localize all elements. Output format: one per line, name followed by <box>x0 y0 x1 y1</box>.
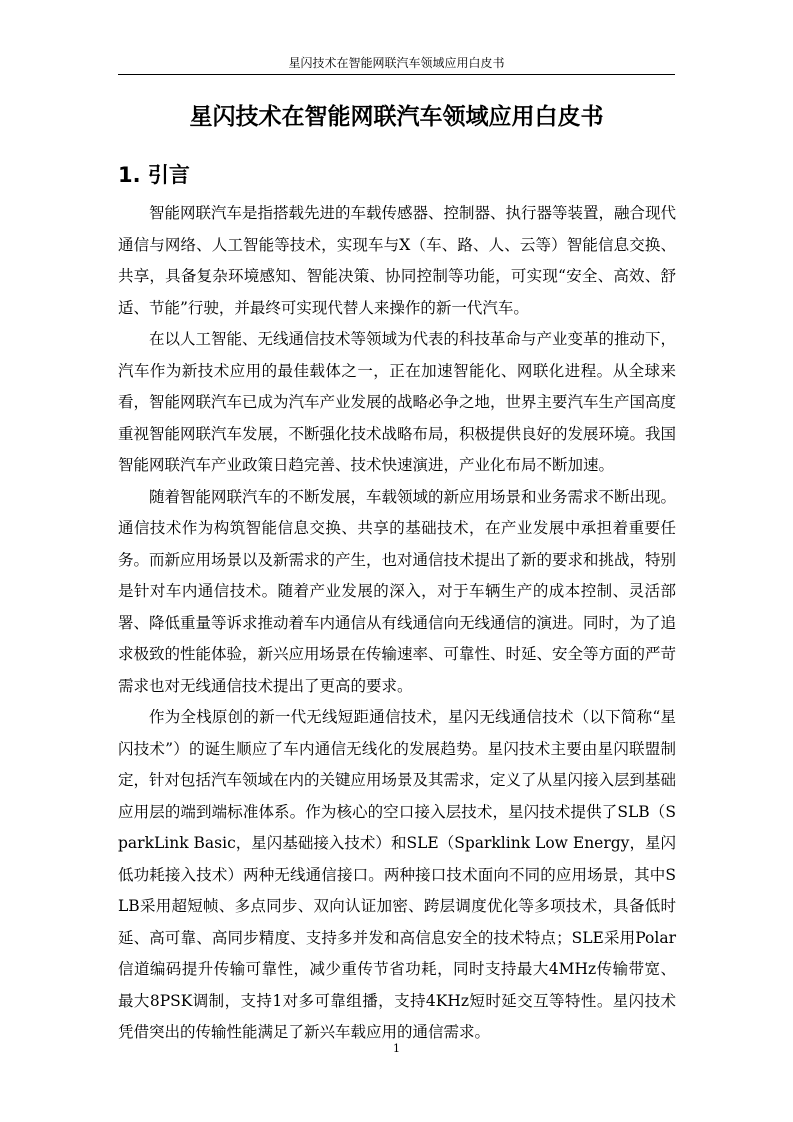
paragraph: 智能网联汽车是指搭载先进的车载传感器、控制器、执行器等装置，融合现代通信与网络、人工智能等技术，实现车与X（车、路、人、云等）智能信息交换、共享，具备复杂环境感知、智能决策、协同控制等功能，可实现“安全、高效、舒适、节能”行驶，并最终可实现代替人来操作的新一代汽车。 <box>118 204 677 317</box>
paragraph: 作为全栈原创的新一代无线短距通信技术，星闪无线通信技术（以下简称“星闪技术”）的诞生顺应了车内通信无线化的发展趋势。星闪技术主要由星闪联盟制定，针对包括汽车领域在内的关键应用场景及其需求，定义了从星闪接入层到基础应用层的端到端标准体系。作为核心的空口接入层技术，星闪技术提供了SLB（SparkLink Basic，星闪基础接入技术）和SLE（Sparklink Low Energy，星闪低功耗接入技术）两种无线通信接口。两种接口技术面向不同的应用场景，其中SLB采用超短帧、多点同步、双向认证加密、跨层调度优化等多项技术，具备低时延、高可靠、高同步精度、支持多并发和高信息安全的技术特点；SLE采用Polar信道编码提升传输可靠性，减少重传节省功耗，同时支持最大4MHz传输带宽、最大8PSK调制，支持1对多可靠组播，支持4KHz短时延交互等特性。星闪技术凭借突出的传输性能满足了新兴车载应用的通信需求。 <box>118 708 677 1041</box>
paragraph: 在以人工智能、无线通信技术等领域为代表的科技革命与产业变革的推动下，汽车作为新技术应用的最佳载体之一，正在加速智能化、网联化进程。从全球来看，智能网联汽车已成为汽车产业发展的战略必争之地，世界主要汽车生产国高度重视智能网联汽车发展，不断强化技术战略布局，积极提供良好的发展环境。我国智能网联汽车产业政策日趋完善、技术快速演进，产业化布局不断加速。 <box>118 330 677 474</box>
body-text <box>118 198 676 1049</box>
page-number: 1 <box>393 1042 400 1055</box>
header-divider <box>118 74 675 75</box>
running-header: 星闪技术在智能网联汽车领域应用白皮书 <box>288 56 505 70</box>
paragraph: 随着智能网联汽车的不断发展，车载领域的新应用场景和业务需求不断出现。通信技术作为构筑智能信息交换、共享的基础技术，在产业发展中承担着重要任务。而新应用场景以及新需求的产生，也对通信技术提出了新的要求和挑战，特别是针对车内通信技术。随着产业发展的深入，对于车辆生产的成本控制、灵活部署、降低重量等诉求推动着车内通信从有线通信向无线通信的演进。同时，为了追求极致的性能体验，新兴应用场景在传输速率、可靠性、时延、安全等方面的严苛需求也对无线通信技术提出了更高的要求。 <box>118 487 677 695</box>
section-heading: 1. 引言 <box>118 163 190 187</box>
document-title: 星闪技术在智能网联汽车领域应用白皮书 <box>189 104 604 130</box>
